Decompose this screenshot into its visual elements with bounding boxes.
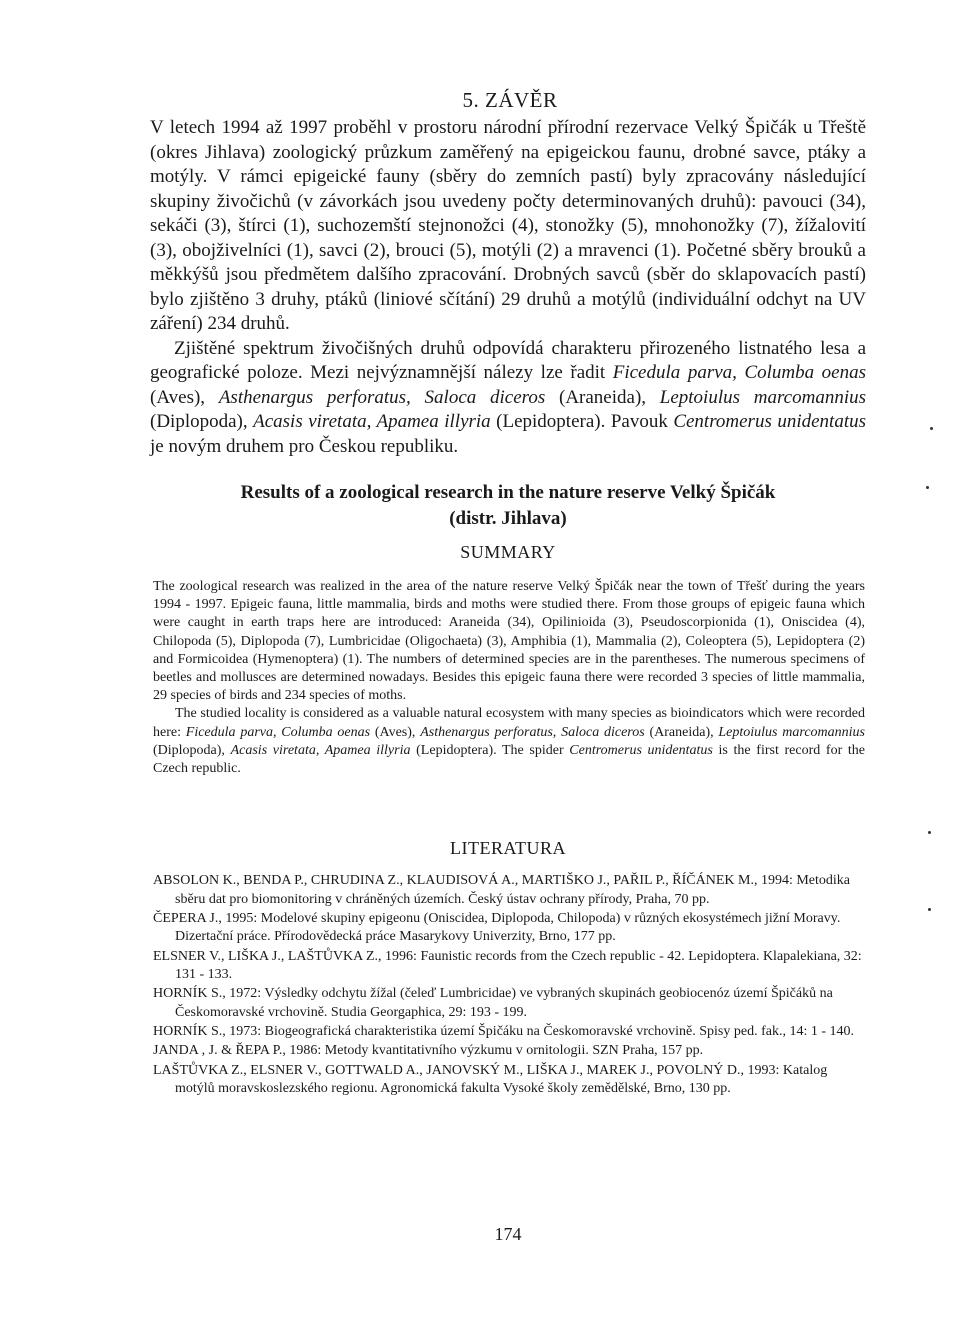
scan-speck [928, 831, 931, 834]
summary-paragraph-1 [153, 578, 865, 705]
text-run: The zoological research was realized in the area of the nature reserve Velký Špičák near the town of Třešť during the years 1994 - 1997. Epigeic fauna, little mammalia, birds and moths were studied there. From those groups of epigeic fauna which were caught in earth traps here are introduced: Araneida (34), Opilinioida (3), Pseudoscorpionida (1), Oniscidea (4), Chilopoda (5), Diplopoda (7), Lumbricidae (Oligochaeta) (3), Amphibia (1), Mammalia (2), Coleoptera (5), Lepidoptera (2) and Formicoidea (Hymenoptera) (1). The numbers of determined species are in the parentheses. The numerous specimens of beetles and mollusces are determined nowadays. Besides this epigeic fauna there were recorded 3 species of little mammalia, 29 species of birds and 234 species of moths. [153, 579, 865, 704]
reference-item: HORNÍK S., 1973: Biogeografická charakteristika území Špičáku na Českomoravské vrchovině. Spisy ped. fak., 14: 1 - 140. [153, 1024, 855, 1040]
species-name: Asthenargus perforatus, Saloca diceros [218, 386, 546, 408]
summary-text [153, 578, 865, 778]
species-name: Centromerus unidentatus [569, 742, 713, 758]
text-run: (Lepidoptera). The spider [410, 742, 570, 758]
page-number [0, 1224, 960, 1245]
species-name: Ficedula parva, Columba oenas [612, 362, 866, 383]
text-run: je novým druhem pro Českou republiku. [150, 435, 459, 457]
english-title-line-2: (distr. Jihlava) [449, 508, 567, 529]
species-name: Centromerus unidentatus [673, 411, 866, 432]
text-run: (Araneida), [644, 724, 719, 740]
czech-paragraph-2 [150, 337, 866, 460]
text-run: (Aves), [150, 386, 219, 408]
species-name: Acasis viretata, Apamea illyria [230, 742, 411, 758]
reference-item: ABSOLON K., BENDA P., CHRUDINA Z., KLAUDISOVÁ A., MARTIŠKO J., PAŘIL P., ŘÍČÁNEK M., 1994: Metodika sběru dat pro biomonitoring v chráněných územích. Český ústav ochrany přírody, Praha, 70 pp. [153, 873, 851, 907]
text-run: V letech 1994 až 1997 proběhl v prostoru národní přírodní rezervace Velký Špičák u Třeště (okres Jihlava) zoologický průzkum zaměřený na epigeickou faunu, drobné savce, ptáky a motýly. V rámci epigeické fauny (sběry do zemních pastí) byly zpracovány následující skupiny živočichů (v závorkách jsou uvedeny počty determinovaných druhů): pavouci (34), sekáči (3), štírci (1), suchozemští stejnonožci (4), stonožky (5), mnohonožky (7), žížalovití (3), obojživelníci (1), savci (2), brouci (5), motýli (2) a mravenci (1). Početné sběry brouků a měkkýšů jsou předmětem dalšího zpracování. Drobných savců (sběr do sklapovacích pastí) bylo zjištěno 3 druhy, ptáků (liniové sčítání) 29 druhů a motýlů (individuální odchyt na UV záření) 234 druhů. [150, 117, 866, 334]
reference-item: LAŠTŮVKA Z., ELSNER V., GOTTWALD A., JANOVSKÝ M., LIŠKA J., MAREK J., POVOLNÝ D., 1993: Katalog motýlů moravskoslezského regionu. Agronomická fakulta Vysoké školy zemědělské, Brno, 130 pp. [153, 1062, 828, 1097]
species-name: Asthenargus perforatus, Saloca diceros [420, 724, 645, 740]
species-name: Leptoiulus marcomannius [718, 724, 865, 740]
english-title [150, 480, 866, 532]
czech-conclusion [150, 116, 866, 459]
text-run: The studied locality is considered as a valuable natural ecosystem with many species as bioindicators which were recorded here: [153, 706, 865, 740]
summary-paragraph-2 [153, 705, 865, 778]
summary-heading: SUMMARY [460, 542, 556, 562]
reference-item: ČEPERA J., 1995: Modelové skupiny epigeonu (Oniscidea, Diplopoda, Chilopoda) v různých ekosystémech jižní Moravy. Dizertační práce. Přírodovědecká práce Masarykovy Univerzity, Brno, 177 pp. [153, 910, 841, 945]
reference-item: HORNÍK S., 1972: Výsledky odchytu žížal (čeleď Lumbricidae) ve vybraných skupinách geobiocenóz území Špičáků na Českomoravské vrchovině. Studia Georgaphica, 29: 193 - 199. [153, 986, 833, 1020]
scan-speck [926, 486, 929, 489]
czech-paragraph-1 [150, 116, 866, 337]
section-heading-text: 5. ZÁVĚR [462, 88, 558, 112]
page-number-text: 174 [494, 1224, 522, 1244]
text-run: is the first record for the Czech republic. [153, 742, 865, 777]
reference-list [153, 872, 865, 1099]
text-run: (Araneida), [545, 386, 660, 408]
text-run: Zjištěné spektrum živočišných druhů odpovídá charakteru přirozeného listnatého lesa a geografické poloze. Mezi nejvýznamnější nálezy lze řadit [150, 337, 866, 383]
species-name: Ficedula parva, Columba oenas [185, 724, 371, 740]
english-title-line-1: Results of a zoological research in the nature reserve Velký Špičák [240, 482, 776, 503]
text-run: (Aves), [370, 724, 421, 740]
species-name: Acasis viretata, Apamea illyria [253, 411, 491, 432]
text-run: (Diplopoda), [153, 742, 231, 758]
literature-heading: LITERATURA [450, 838, 566, 858]
section-heading [0, 78, 960, 115]
text-run: (Lepidoptera). Pavouk [490, 411, 674, 432]
scan-speck [928, 908, 931, 911]
scan-speck [930, 427, 933, 430]
species-name: Leptoiulus marcomannius [659, 386, 867, 408]
reference-item: ELSNER V., LIŠKA J., LAŠTŮVKA Z., 1996: Faunistic records from the Czech republic - 42. Lepidoptera. Klapalekiana, 32: 131 - 133. [153, 948, 862, 983]
reference-item: JANDA , J. & ŘEPA P., 1986: Metody kvantitativního výzkumu v ornitologii. SZN Praha, 157 pp. [153, 1043, 704, 1059]
text-run: (Diplopoda), [150, 411, 254, 432]
